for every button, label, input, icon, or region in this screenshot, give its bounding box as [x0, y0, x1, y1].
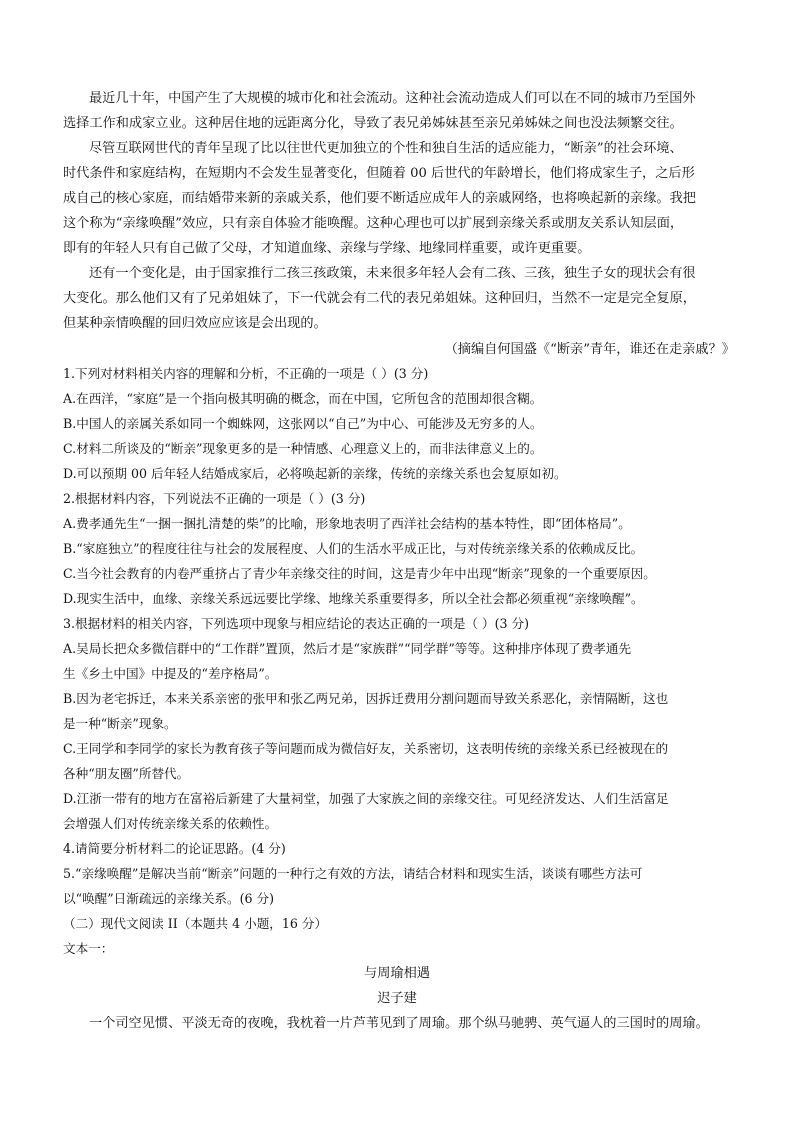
question-3-option-a-cont: 生《乡土中国》中提及的“差序格局”。 [63, 666, 278, 681]
question-2-option-c: C.当今社会教育的内卷严重挤占了青少年亲缘交往的时间，这是青少年中出现“断亲”现象的一个重要原因。 [63, 566, 656, 581]
question-1-stem: 1.下列对材料相关内容的理解和分析，不正确的一项是（ ）(3 分) [63, 366, 429, 381]
question-1-option-a: A.在西洋，“家庭”是一个指向极其明确的概念，而在中国，它所包含的范围却很含糊。 [63, 391, 543, 406]
question-1-option-d: D.可以预期 00 后年轻人结婚成家后，必将唤起新的亲缘，传统的亲缘关系也会复原如初。 [63, 466, 567, 481]
question-3-option-a: A.吴局长把众多微信群中的“工作群”置顶，然后才是“家族群”“同学群”等等。这种排序体现了费孝通先 [63, 641, 632, 656]
passage-line: 即有的年轻人只有自己做了父母，才知道血缘、亲缘与学缘、地缘同样重要，或许更重要。 [63, 241, 591, 256]
question-2-stem: 2.根据材料内容，下列说法不正确的一项是（ ）(3 分) [63, 491, 366, 506]
text-label: 文本一： [63, 941, 114, 956]
question-3-option-b-cont: 是一种“断亲”现象。 [63, 716, 177, 731]
question-1-option-b: B.中国人的亲属关系如同一个蜘蛛网，这张网以“自己”为中心、可能涉及无穷多的人。 [63, 416, 543, 431]
question-2-option-a: A.费孝通先生“一捆一捆扎清楚的柴”的比喻，形象地表明了西洋社会结构的基本特性，即“团体格局”。 [63, 516, 631, 531]
passage-line: 最近几十年，中国产生了大规模的城市化和社会流动。这种社会流动造成人们可以在不同的城市乃至国外 [89, 91, 696, 106]
question-3-option-c: C.王同学和李同学的家长为教育孩子等问题而成为微信好友，关系密切，这表明传统的亲缘关系已经被现在的 [63, 741, 669, 756]
question-5-stem-cont: 以“唤醒”日渐疏远的亲缘关系。(6 分) [63, 891, 275, 906]
question-5-stem: 5.“亲缘唤醒”是解决当前“断亲”问题的一种行之有效的方法，请结合材料和现实生活，谈谈有哪些方法可 [63, 866, 643, 881]
passage-line: 时代条件和家庭结构，在短期内不会发生显著变化，但随着 00 后世代的年龄增长，他们将成家生子，之后形 [63, 166, 695, 181]
question-3-option-d-cont: 会增强人们对传统亲缘关系的依赖性。 [63, 816, 278, 831]
article-first-line: 一个司空见惯、平淡无奇的夜晚，我枕着一片芦苇见到了周瑜。那个纵马驰骋、英气逼人的三国时的周瑜。 [89, 1016, 709, 1031]
passage-line: 还有一个变化是，由于国家推行二孩三孩政策，未来很多年轻人会有二孩、三孩，独生子女的现状会有很 [89, 266, 696, 281]
passage-line: 成自己的核心家庭，而结婚带来新的亲戚关系，他们要不断适应成年人的亲戚网络，也将唤起新的亲缘。我把 [63, 191, 696, 206]
question-2-option-d: D.现实生活中，血缘、亲缘关系远远要比学缘、地缘关系重要得多，所以全社会都必须重视“亲缘唤醒”。 [63, 591, 644, 606]
article-author: 迟子建 [377, 991, 417, 1006]
question-4-stem: 4.请简要分析材料二的论证思路。(4 分) [63, 841, 286, 856]
passage-line: 尽管互联网世代的青年呈现了比以往世代更加独立的个性和独自生活的适应能力，“断亲”的社会环境、 [89, 141, 683, 156]
question-3-stem: 3.根据材料的相关内容，下列选项中现象与相应结论的表达正确的一项是（ ）(3 分) [63, 616, 530, 631]
question-3-option-c-cont: 各种“朋友圈”所替代。 [63, 766, 190, 781]
question-3-option-d: D.江浙一带有的地方在富裕后新建了大量祠堂，加强了大家族之间的亲缘交往。可见经济发达、人们生活富足 [63, 791, 669, 806]
passage-line: 大变化。那么他们又有了兄弟姐妹了，下一代就会有二代的表兄弟姐妹。这种回归，当然不一定是完全复原， [63, 291, 696, 306]
question-1-option-c: C.材料二所谈及的“断亲”现象更多的是一种情感、心理意义上的，而非法律意义上的。 [63, 441, 543, 456]
passage-line: 选择工作和成家立业。这种居住地的远距离分化，导致了表兄弟姊妹甚至亲兄弟姊妹之间也没法频繁交往。 [63, 116, 683, 131]
section-heading: （二）现代文阅读 II（本题共 4 小题，16 分） [63, 916, 328, 931]
article-title: 与周瑜相遇 [364, 966, 430, 981]
question-3-option-b: B.因为老宅拆迁，本来关系亲密的张甲和张乙两兄弟，因拆迁费用分割问题而导致关系恶化，亲情隔断，这也 [63, 691, 669, 706]
passage-line: 这个称为“亲缘唤醒”效应，只有亲自体验才能唤醒。这种心理也可以扩展到亲缘关系或朋友关系认知层面， [63, 216, 684, 231]
source-citation: （摘编自何国盛《“断亲”青年，谁还在走亲戚？》 [444, 342, 735, 357]
passage-line: 但某种亲情唤醒的回归效应应该是会出现的。 [63, 316, 327, 331]
question-2-option-b: B.“家庭独立”的程度往往与社会的发展程度、人们的生活水平成正比，与对传统亲缘关系的依赖成反比。 [63, 541, 644, 556]
